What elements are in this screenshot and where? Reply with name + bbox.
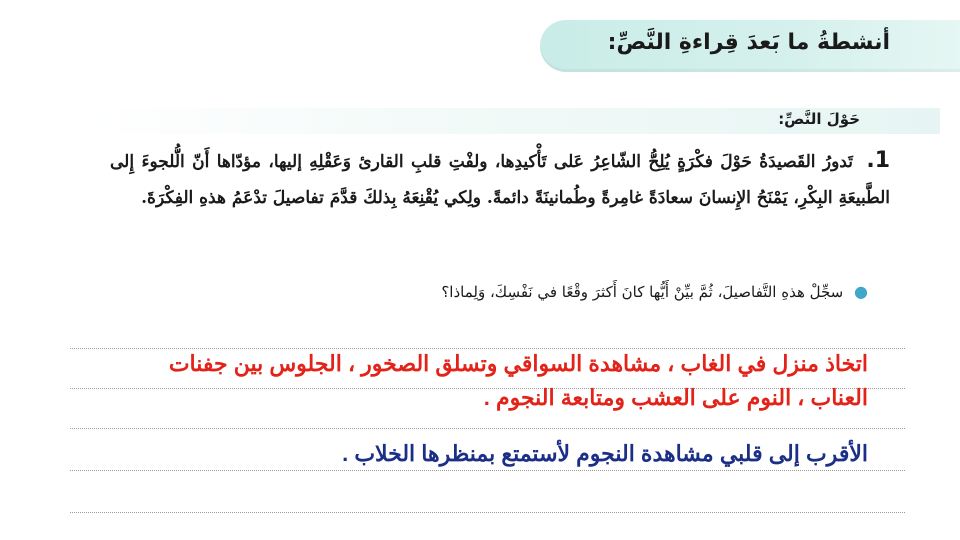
answer-line	[70, 428, 905, 429]
page-title: أنشطةُ ما بَعدَ قِراءةِ النَّصِّ:	[607, 30, 890, 55]
bullet-icon: ●	[854, 282, 868, 301]
question-number: 1.	[866, 148, 890, 173]
question-text: تَدورُ القَصيدَةُ حَوْلَ فكْرَةٍ يُلِحُّ الشّاعِرُ عَلى تَأْكيدِها، ولفْتِ قلبِ القارئ وَعَقْلِهِ إليها، مؤدّاها أَنّ الُّلجوءَ إِلى الطَّبيعَةِ البِكْرِ، يَمْنَحُ الإِنسانَ سعادَةً غامِرةً وطُمانينَةً دائمةً. ولِكي يُقْنِعَهُ بِذلكَ قدَّمَ تفاصيلَ تدْعَمُ هذهِ الفِكْرَةَ.	[110, 152, 890, 208]
question-1	[110, 143, 890, 216]
instruction-bullet	[108, 282, 868, 301]
answer-details: اتخاذ منزل في الغاب ، مشاهدة السواقي وتسلق الصخور ، الجلوس بين جفنات العناب ، النوم على العشب ومتابعة النجوم .	[168, 351, 868, 410]
answer-favorite: الأقرب إلى قلبي مشاهدة النجوم لأستمتع بمنظرها الخلاب .	[342, 441, 868, 466]
answer-line	[70, 512, 905, 513]
instruction-text: سجِّلْ هذهِ التَّفاصيلَ، ثُمَّ بيِّنْ أَيُّها كانَ أَكثرَ وقْعًا في نَفْسِكَ، وَلِماذا؟	[441, 283, 844, 301]
section-heading: حَوْلَ النَّصِّ:	[778, 110, 860, 128]
